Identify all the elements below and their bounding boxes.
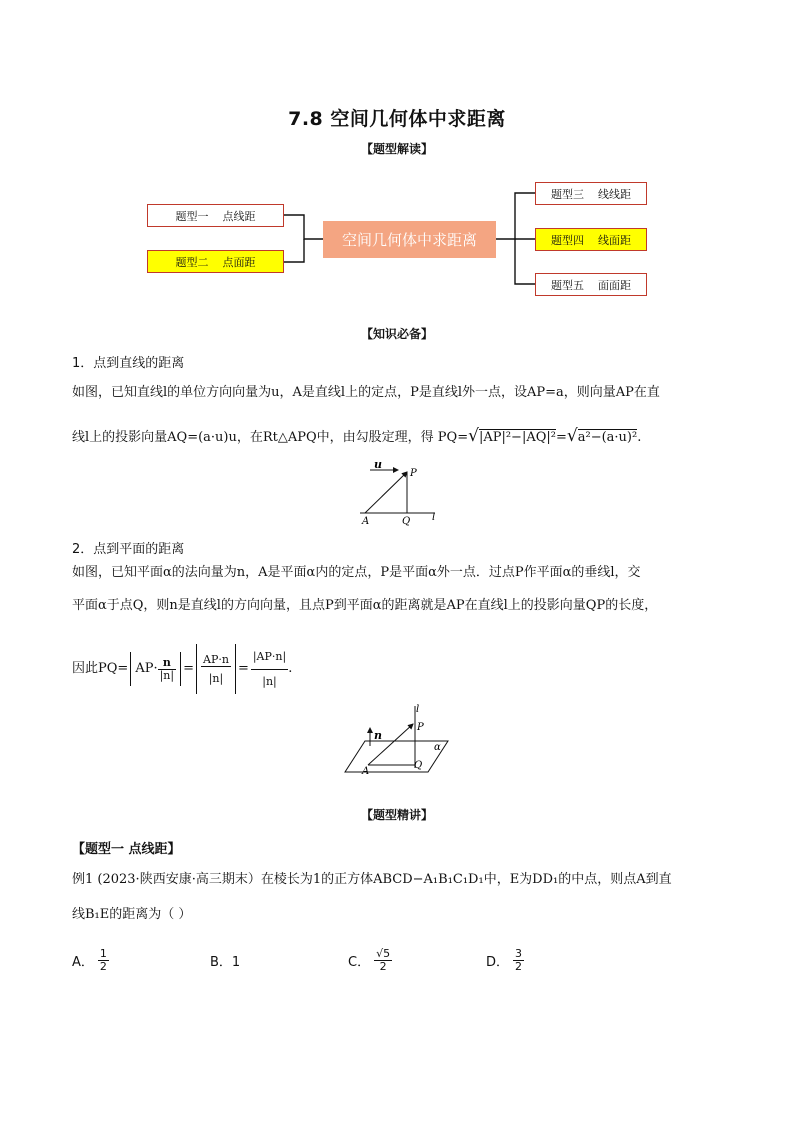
abs-bar-2 [196, 644, 236, 694]
plane-alpha [345, 741, 448, 772]
option-a-label: A． [72, 955, 94, 970]
fraction-1 [158, 657, 177, 682]
frac2-num: AP·n [203, 652, 229, 666]
eq-1: = [183, 661, 194, 676]
s1-text-e: . [637, 430, 642, 445]
section-1-title: 1．点到直线的距离 [72, 356, 185, 371]
type1-heading: 【题型一 点线距】 [72, 842, 181, 857]
mindmap-center: 空间几何体中求距离 [323, 221, 496, 258]
label-l: l [432, 512, 436, 523]
label-p: P [417, 722, 424, 733]
page-title: 7.8 空间几何体中求距离 [288, 108, 506, 130]
s1-text-d: a²−(a·u)² [577, 430, 638, 445]
abs-ap: AP· [135, 661, 158, 676]
label-q: Q [414, 760, 423, 771]
section-1-line2 [72, 428, 641, 446]
section-2-line2: 平面α于点Q，则n是直线l的方向向量，且点P到平面α的距离就是AP在直线l上的投影向量QP的长度， [72, 598, 658, 613]
label-p: P [410, 468, 417, 479]
frac3-num: |AP·n| [251, 651, 288, 670]
section-2-formula [72, 643, 292, 695]
lecture-header: 【题型精讲】 [360, 808, 433, 822]
option-c-num: √5 [376, 947, 391, 960]
frac3-den: |n| [262, 674, 277, 688]
option-d-num: 3 [515, 947, 523, 960]
sqrt-2: √ [566, 426, 578, 446]
option-c-label: C． [348, 955, 371, 970]
s1-text-b: |AP|²−|AQ|² [478, 430, 556, 445]
option-c[interactable] [348, 948, 392, 973]
label-u: u [374, 458, 382, 471]
sqrt-1: √ [468, 426, 479, 446]
mindmap-type4[interactable]: 题型四 线面距 [535, 228, 647, 251]
label-alpha: α [434, 742, 441, 753]
option-d-fraction [513, 948, 524, 973]
mindmap-type5[interactable]: 题型五 面面距 [535, 273, 647, 296]
option-b[interactable] [210, 951, 240, 970]
abs-bar-1 [130, 652, 181, 686]
option-d-den: 2 [515, 960, 523, 973]
label-q: Q [402, 516, 411, 527]
vector-ap [365, 472, 407, 513]
s2-text-a: 因此PQ= [72, 661, 129, 676]
mindmap-connectors [0, 0, 794, 310]
figure-point-line [350, 458, 450, 528]
option-a-fraction [98, 948, 109, 973]
fraction-3 [251, 651, 288, 688]
option-b-label: B．1 [210, 955, 241, 970]
mindmap-header: 【题型解读】 [360, 142, 433, 156]
option-a-den: 2 [99, 960, 107, 973]
s1-text-a: 线l上的投影向量AQ=(a·u)u，在Rt△APQ中，由勾股定理，得 PQ= [72, 430, 469, 445]
example1-line1: 例1 (2023·陕西安康·高三期末）在棱长为1的正方体ABCD−A₁B₁C₁D₁中，E为DD₁的中点，则点A到直 [72, 872, 672, 887]
option-d[interactable] [486, 948, 524, 973]
fraction-2 [201, 654, 231, 685]
option-d-label: D． [486, 955, 510, 970]
section-1-line1: 如图，已知直线l的单位方向向量为u，A是直线l上的定点，P是直线l外一点，设AP=a，则向量AP在直 [72, 385, 660, 400]
label-a: A [362, 516, 370, 527]
section-2-line1: 如图，已知平面α的法向量为n，A是平面α内的定点，P是平面α外一点．过点P作平面α的垂线l，交 [72, 565, 641, 580]
frac1-num: n [158, 657, 177, 670]
option-c-fraction [374, 948, 392, 973]
section-2-title: 2．点到平面的距离 [72, 542, 185, 557]
mindmap-type2[interactable]: 题型二 点面距 [147, 250, 284, 273]
frac2-den: |n| [208, 671, 224, 685]
example1-line2: 线B₁E的距离为（ ） [72, 907, 192, 922]
option-c-den: 2 [379, 960, 387, 973]
mindmap-type1[interactable]: 题型一 点线距 [147, 204, 284, 227]
frac1-den: |n| [159, 668, 175, 682]
knowledge-header: 【知识必备】 [360, 327, 433, 341]
label-a: A [362, 766, 370, 777]
label-l: l [416, 704, 420, 715]
figure-point-plane [340, 702, 460, 778]
mindmap-type3[interactable]: 题型三 线线距 [535, 182, 647, 205]
label-n: n [374, 729, 382, 742]
option-a-num: 1 [99, 947, 107, 960]
option-a[interactable] [72, 948, 109, 973]
eq-2: = [237, 661, 249, 676]
s1-text-c: = [555, 430, 567, 445]
s2-end: . [288, 661, 293, 676]
